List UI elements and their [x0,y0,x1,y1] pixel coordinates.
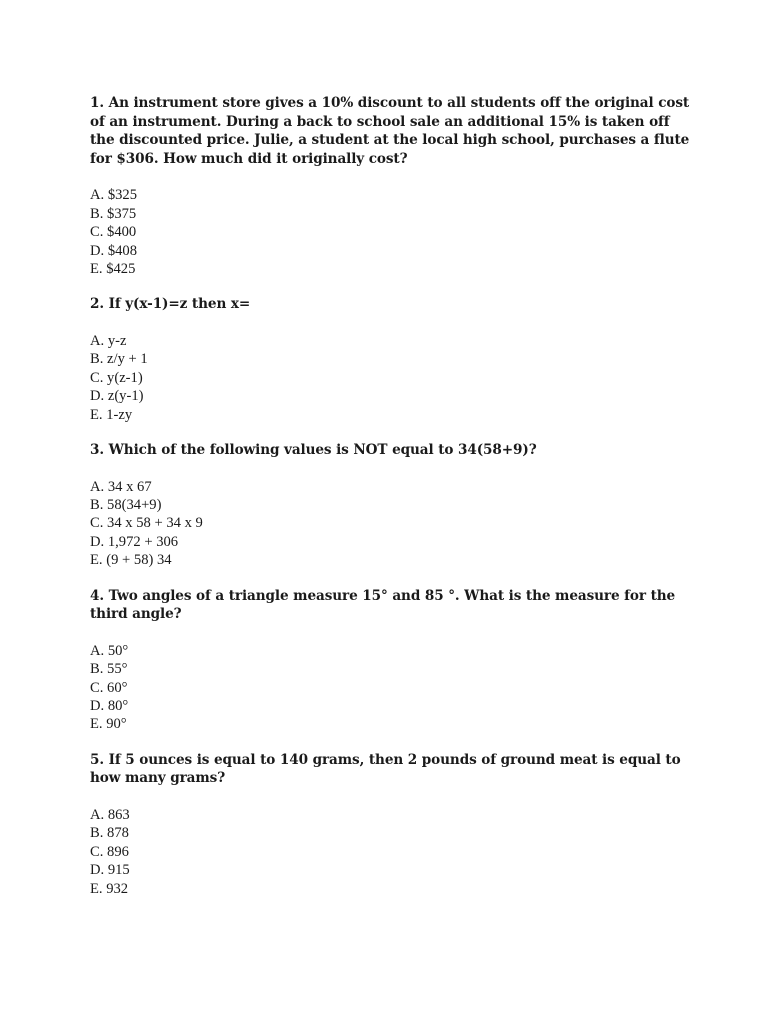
answer-choice-c: C. $400 [90,224,137,241]
answer-choice-a: A. $325 [90,187,138,204]
answer-choice-b: B. 58(34+9) [90,497,162,514]
answer-choice-b: B. 878 [90,825,129,842]
answer-choices [90,478,690,570]
answer-choices [90,332,690,424]
answer-choice-d: D. 1,972 + 306 [90,533,179,550]
answer-choice-d: D. $408 [90,242,138,259]
question-text: 4. Two angles of a triangle measure 15° and 85 °. What is the measure for the third angle? [90,587,676,623]
document-page [90,94,690,898]
answer-choice-e: E. 932 [90,880,129,897]
answer-choice-a: A. 34 x 67 [90,478,152,495]
answer-choice-b: B. 55° [90,661,128,678]
answer-choices [90,186,690,278]
answer-choice-d: D. z(y-1) [90,388,144,405]
answer-choice-b: B. z/y + 1 [90,351,148,368]
question-text: 5. If 5 ounces is equal to 140 grams, then 2 pounds of ground meat is equal to how many grams? [90,751,681,787]
answer-choice-d: D. 80° [90,698,129,715]
question-1 [90,94,690,278]
answer-choice-a: A. y-z [90,333,127,349]
answer-choice-e: E. 1-zy [90,406,133,423]
answer-choice-e: E. $425 [90,261,136,277]
question-text: 1. An instrument store gives a 10% discount to all students off the original cost of an instrument. During a back to school sale an additional 15% is taken off the discounted price. Julie, a student at the local high school, purchases a flute for $306. How much did it originally cost? [90,95,690,167]
answer-choice-c: C. 34 x 58 + 34 x 9 [90,515,203,532]
answer-choice-c: C. 60° [90,679,128,696]
answer-choice-e: E. (9 + 58) 34 [90,552,172,569]
answer-choices [90,642,690,734]
answer-choice-c: C. 896 [90,843,129,860]
question-5 [90,751,690,898]
answer-choice-c: C. y(z-1) [90,369,143,386]
question-2 [90,295,690,424]
answer-choice-b: B. $375 [90,205,137,222]
question-4 [90,587,690,734]
answer-choices [90,806,690,898]
answer-choice-a: A. 50° [90,642,129,659]
answer-choice-e: E. 90° [90,716,127,733]
question-text: 2. If y(x-1)=z then x= [90,296,251,313]
question-3 [90,441,690,570]
answer-choice-a: A. 863 [90,807,130,824]
answer-choice-d: D. 915 [90,862,130,879]
question-text: 3. Which of the following values is NOT equal to 34(58+9)? [90,442,537,459]
